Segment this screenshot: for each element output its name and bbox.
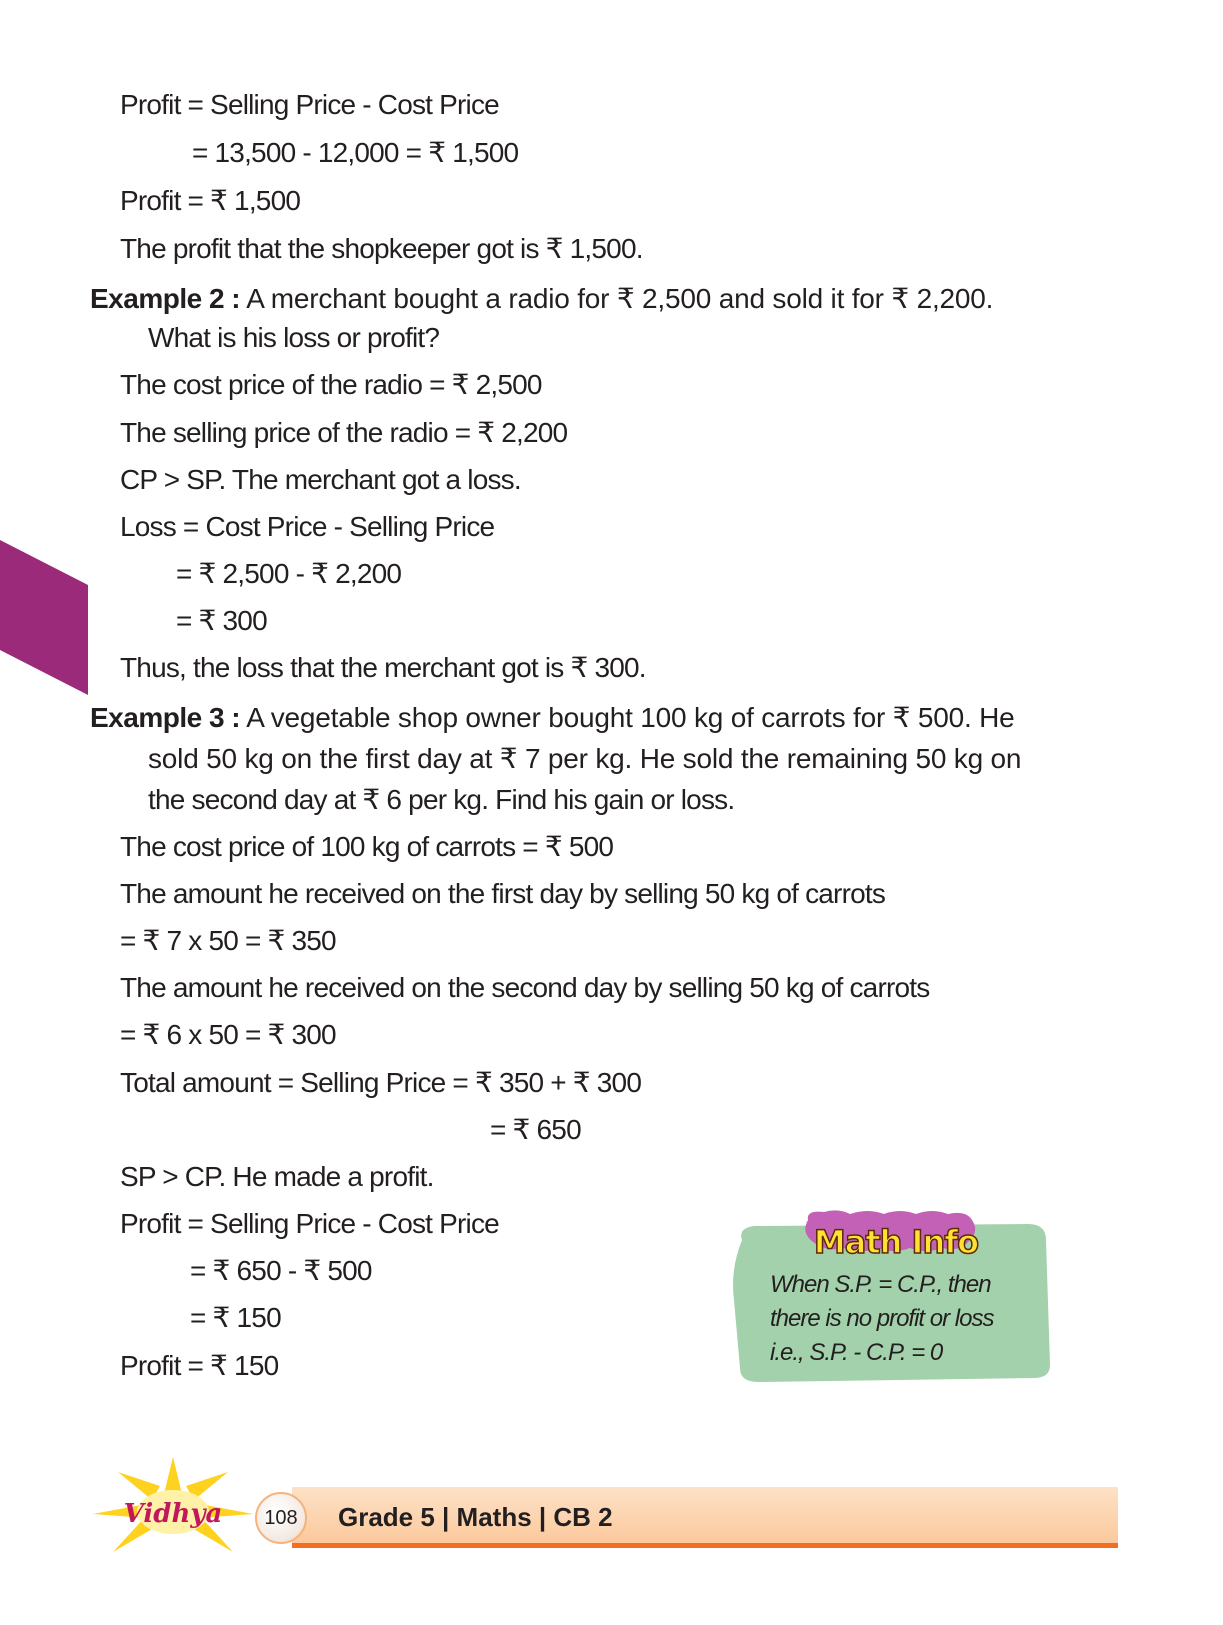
line-profit-calc-2: = ₹ 650 - ₹ 500 — [190, 1255, 372, 1286]
line-loss-conclusion: Thus, the loss that the merchant got is ₹ 300. — [120, 652, 646, 683]
logo-text: Vidhya — [123, 1499, 223, 1529]
line-radio-sp: The selling price of the radio = ₹ 2,200 — [120, 417, 568, 448]
math-info-line-3: i.e., S.P. - C.P. = 0 — [770, 1339, 943, 1366]
line-carrots-cp: The cost price of 100 kg of carrots = ₹ 500 — [120, 831, 614, 862]
line-profit-result-2: Profit = ₹ 150 — [120, 1350, 279, 1381]
line-profit-calc: = 13,500 - 12,000 = ₹ 1,500 — [192, 137, 519, 168]
example-3-question — [90, 698, 1015, 738]
line-profit-value-2: = ₹ 150 — [190, 1302, 281, 1333]
example-2-text: A merchant bought a radio for ₹ 2,500 and sold it for ₹ 2,200. — [246, 283, 994, 314]
math-info-line-2: there is no profit or loss — [770, 1305, 994, 1332]
example-3-text: A vegetable shop owner bought 100 kg of carrots for ₹ 500. He — [246, 702, 1015, 733]
math-info-line-1: When S.P. = C.P., then — [770, 1271, 991, 1298]
line-first-day-calc: = ₹ 7 x 50 = ₹ 350 — [120, 925, 336, 956]
line-first-day: The amount he received on the first day by selling 50 kg of carrots — [120, 878, 886, 909]
line-loss-calc: = ₹ 2,500 - ₹ 2,200 — [176, 558, 402, 589]
line-second-day-calc: = ₹ 6 x 50 = ₹ 300 — [120, 1019, 336, 1050]
line-profit-note: SP > CP. He made a profit. — [120, 1161, 434, 1192]
line-total-value: = ₹ 650 — [490, 1114, 581, 1145]
example-3-label: Example 3 : — [90, 702, 241, 733]
line-profit-conclusion: The profit that the shopkeeper got is ₹ 1,500. — [120, 233, 643, 264]
line-loss-value: = ₹ 300 — [176, 605, 267, 636]
example-2-question — [90, 279, 993, 319]
line-profit-formula: Profit = Selling Price - Cost Price — [120, 89, 499, 120]
side-tab-decoration — [0, 0, 90, 700]
line-loss-formula: Loss = Cost Price - Selling Price — [120, 511, 495, 542]
footer-title: Grade 5 | Maths | CB 2 — [338, 1502, 613, 1532]
example-3-question-cont1: sold 50 kg on the first day at ₹ 7 per kg. He sold the remaining 50 kg on — [148, 743, 1022, 774]
page-number: 108 — [255, 1492, 307, 1544]
line-profit-result: Profit = ₹ 1,500 — [120, 185, 301, 216]
line-radio-loss-note: CP > SP. The merchant got a loss. — [120, 464, 521, 495]
line-radio-cp: The cost price of the radio = ₹ 2,500 — [120, 369, 542, 400]
footer-underline — [292, 1543, 1118, 1548]
example-3-question-cont2: the second day at ₹ 6 per kg. Find his gain or loss. — [148, 784, 735, 815]
example-2-question-cont: What is his loss or profit? — [148, 322, 440, 353]
line-total-amount: Total amount = Selling Price = ₹ 350 + ₹ 300 — [120, 1067, 642, 1098]
math-info-title: Math Info — [813, 1223, 979, 1261]
line-second-day: The amount he received on the second day by selling 50 kg of carrots — [120, 972, 930, 1003]
line-profit-formula-2: Profit = Selling Price - Cost Price — [120, 1208, 499, 1239]
example-2-label: Example 2 : — [90, 283, 241, 314]
vidhya-logo — [88, 1452, 258, 1562]
